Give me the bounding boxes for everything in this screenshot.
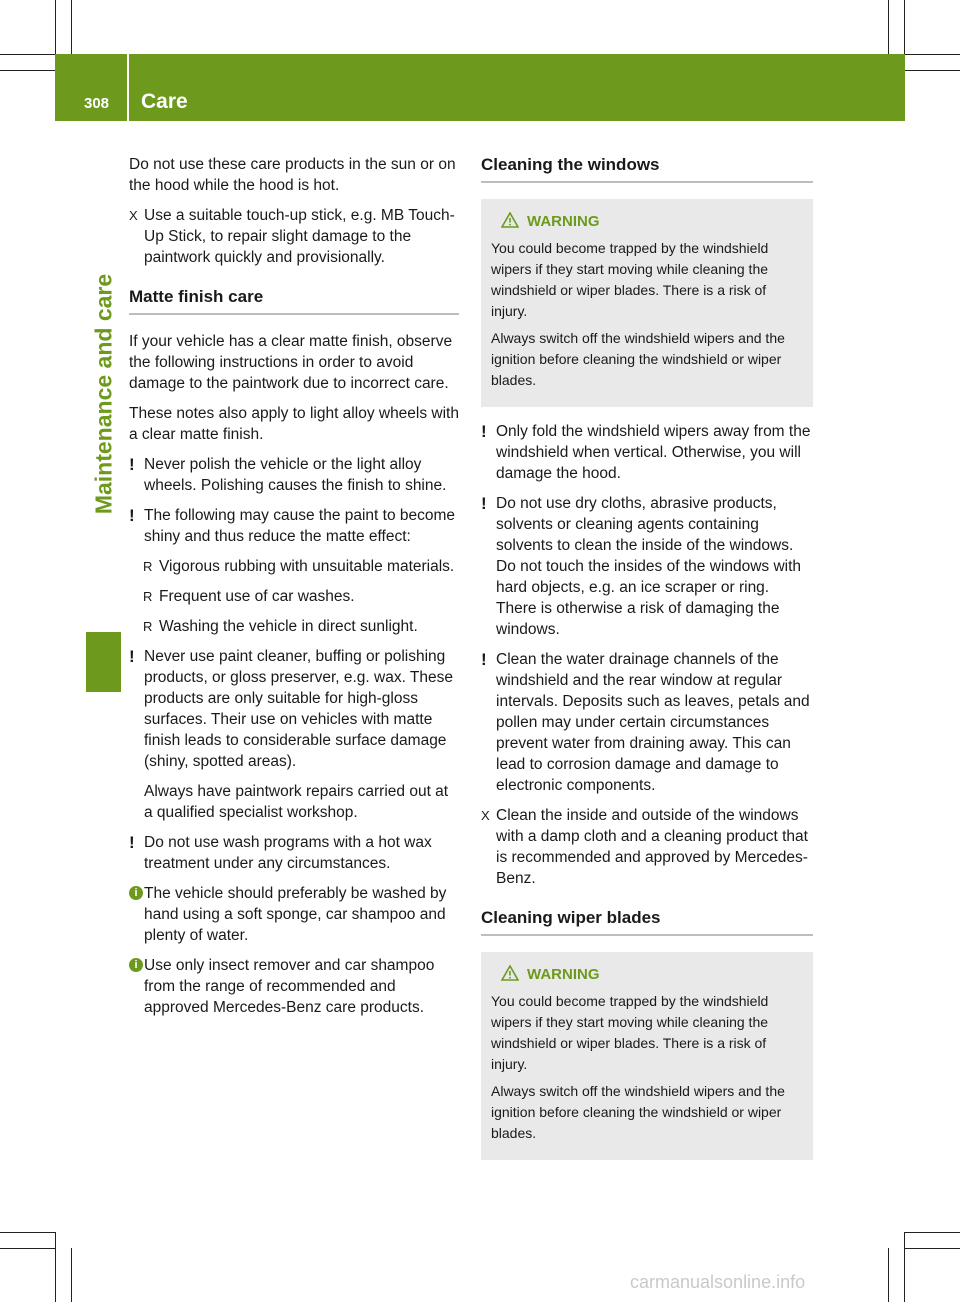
crop-mark — [0, 54, 55, 55]
crop-mark — [55, 0, 56, 54]
warning-text: Always switch off the windshield wipers and the ignition before cleaning the windshield or wiper blades. — [491, 1083, 785, 1141]
action-text: Use a suitable touch-up stick, e.g. MB Touch-Up Stick, to repair slight damage to the paintwork quickly and provisionally. — [144, 207, 455, 266]
paragraph: If your vehicle has a clear matte finish, observe the following instructions in order to avoid damage to the paintwork due to incorrect care. — [129, 333, 453, 392]
section-heading: Cleaning wiper blades — [481, 907, 813, 936]
paragraph: These notes also apply to light alloy wheels with a clear matte finish. — [129, 405, 459, 443]
crop-mark — [904, 1232, 905, 1302]
note-continuation: Always have paintwork repairs carried out at a qualified specialist workshop. — [144, 783, 449, 821]
crop-mark — [888, 0, 889, 54]
paragraph: Do not use these care products in the sun or on the hood while the hood is hot. — [129, 156, 456, 194]
note-text: Never use paint cleaner, buffing or polishing products, or gloss preserver, e.g. wax. These products are only suitable for high-gloss surfaces. Their use on vehicles with matte finish leads to considerable surface damage (shiny, spotted areas). — [144, 648, 454, 770]
list-item — [129, 586, 459, 607]
info-text: The vehicle should preferably be washed by hand using a soft sponge, car shampoo and plenty of water. — [144, 885, 447, 944]
note — [481, 493, 813, 640]
exclamation-icon: ! — [129, 455, 135, 474]
watermark: carmanualsonline.info — [630, 1272, 806, 1292]
info-text: Use only insect remover and car shampoo from the range of recommended and approved Mercedes-Benz care products. — [144, 957, 435, 1016]
note-text: Do not use wash programs with a hot wax treatment under any circumstances. — [144, 834, 432, 872]
crop-mark — [905, 54, 960, 55]
page-number: 308 — [84, 95, 110, 112]
section-heading: Cleaning the windows — [481, 154, 813, 183]
action-step — [129, 205, 459, 268]
section-tab-marker — [86, 632, 121, 692]
exclamation-icon: ! — [129, 647, 135, 666]
exclamation-icon: ! — [129, 506, 135, 525]
exclamation-icon: ! — [129, 833, 135, 852]
note-text: Clean the water drainage channels of the windshield and the rear window at regular intervals. Deposits such as leaves, petals and pollen may under certain circumstances prevent water from draining away. This can lead to corrosion damage and damage to electronic components. — [496, 651, 810, 794]
list-item — [129, 556, 459, 577]
page-title: Care — [141, 90, 188, 113]
crop-mark — [71, 0, 72, 54]
action-step — [481, 805, 813, 889]
right-column — [481, 154, 813, 1174]
header-divider — [127, 54, 129, 121]
note-text: The following may cause the paint to become shiny and thus reduce the matte effect: — [144, 507, 456, 545]
action-text: Clean the inside and outside of the windows with a damp cloth and a cleaning product that is recommended and approved by Mercedes-Benz. — [496, 807, 808, 887]
crop-mark — [71, 1248, 72, 1302]
list-item — [129, 616, 459, 637]
crop-mark — [888, 1248, 889, 1302]
crop-mark — [905, 70, 960, 71]
crop-mark — [0, 70, 55, 71]
action-marker-icon: X — [481, 808, 490, 823]
list-item-text: Washing the vehicle in direct sunlight. — [159, 618, 418, 635]
warning-header — [491, 964, 803, 985]
note — [129, 832, 459, 874]
info-note — [129, 883, 459, 946]
bullet-icon: R — [143, 589, 153, 604]
note-text: Never polish the vehicle or the light alloy wheels. Polishing causes the finish to shine. — [144, 456, 447, 494]
action-marker-icon: X — [129, 208, 138, 223]
left-column — [129, 154, 459, 1027]
exclamation-icon: ! — [481, 650, 487, 669]
note — [129, 454, 459, 496]
info-icon: i — [129, 886, 143, 900]
warning-triangle-icon — [501, 965, 519, 981]
note — [129, 646, 459, 772]
bullet-icon: R — [143, 619, 153, 634]
exclamation-icon: ! — [481, 494, 487, 513]
warning-header — [491, 211, 803, 232]
crop-mark — [905, 1232, 960, 1233]
info-note — [129, 955, 459, 1018]
note — [481, 421, 813, 484]
warning-title: WARNING — [527, 966, 600, 983]
exclamation-icon: ! — [481, 422, 487, 441]
note-text: Only fold the windshield wipers away from the windshield when vertical. Otherwise, you will damage the hood. — [496, 423, 811, 482]
crop-mark — [55, 1232, 56, 1302]
note-text: Do not use dry cloths, abrasive products, solvents or cleaning agents containing solvents to clean the inside of the windows. Do not touch the insides of the windows with hard objects, e.g. an ice scraper or ring. There is otherwise a risk of damaging the windows. — [496, 495, 802, 638]
section-heading: Matte finish care — [129, 286, 459, 315]
warning-triangle-icon — [501, 212, 519, 228]
note — [481, 649, 813, 796]
warning-box — [481, 199, 813, 407]
warning-text: You could become trapped by the windshield wipers if they start moving while cleaning the windshield or wiper blades. There is a risk of injury. — [491, 993, 769, 1072]
crop-mark — [904, 0, 905, 54]
crop-mark — [0, 1232, 55, 1233]
section-tab-label: Maintenance and care — [90, 273, 117, 515]
list-item-text: Vigorous rubbing with unsuitable materials. — [159, 558, 455, 575]
crop-mark — [0, 1248, 55, 1249]
crop-mark — [905, 1248, 960, 1249]
bullet-icon: R — [143, 559, 153, 574]
warning-text: Always switch off the windshield wipers and the ignition before cleaning the windshield or wiper blades. — [491, 330, 785, 388]
warning-title: WARNING — [527, 213, 600, 230]
list-item-text: Frequent use of car washes. — [159, 588, 355, 605]
warning-text: You could become trapped by the windshield wipers if they start moving while cleaning the windshield or wiper blades. There is a risk of injury. — [491, 240, 769, 319]
warning-box — [481, 952, 813, 1160]
note — [129, 505, 459, 547]
info-icon: i — [129, 958, 143, 972]
